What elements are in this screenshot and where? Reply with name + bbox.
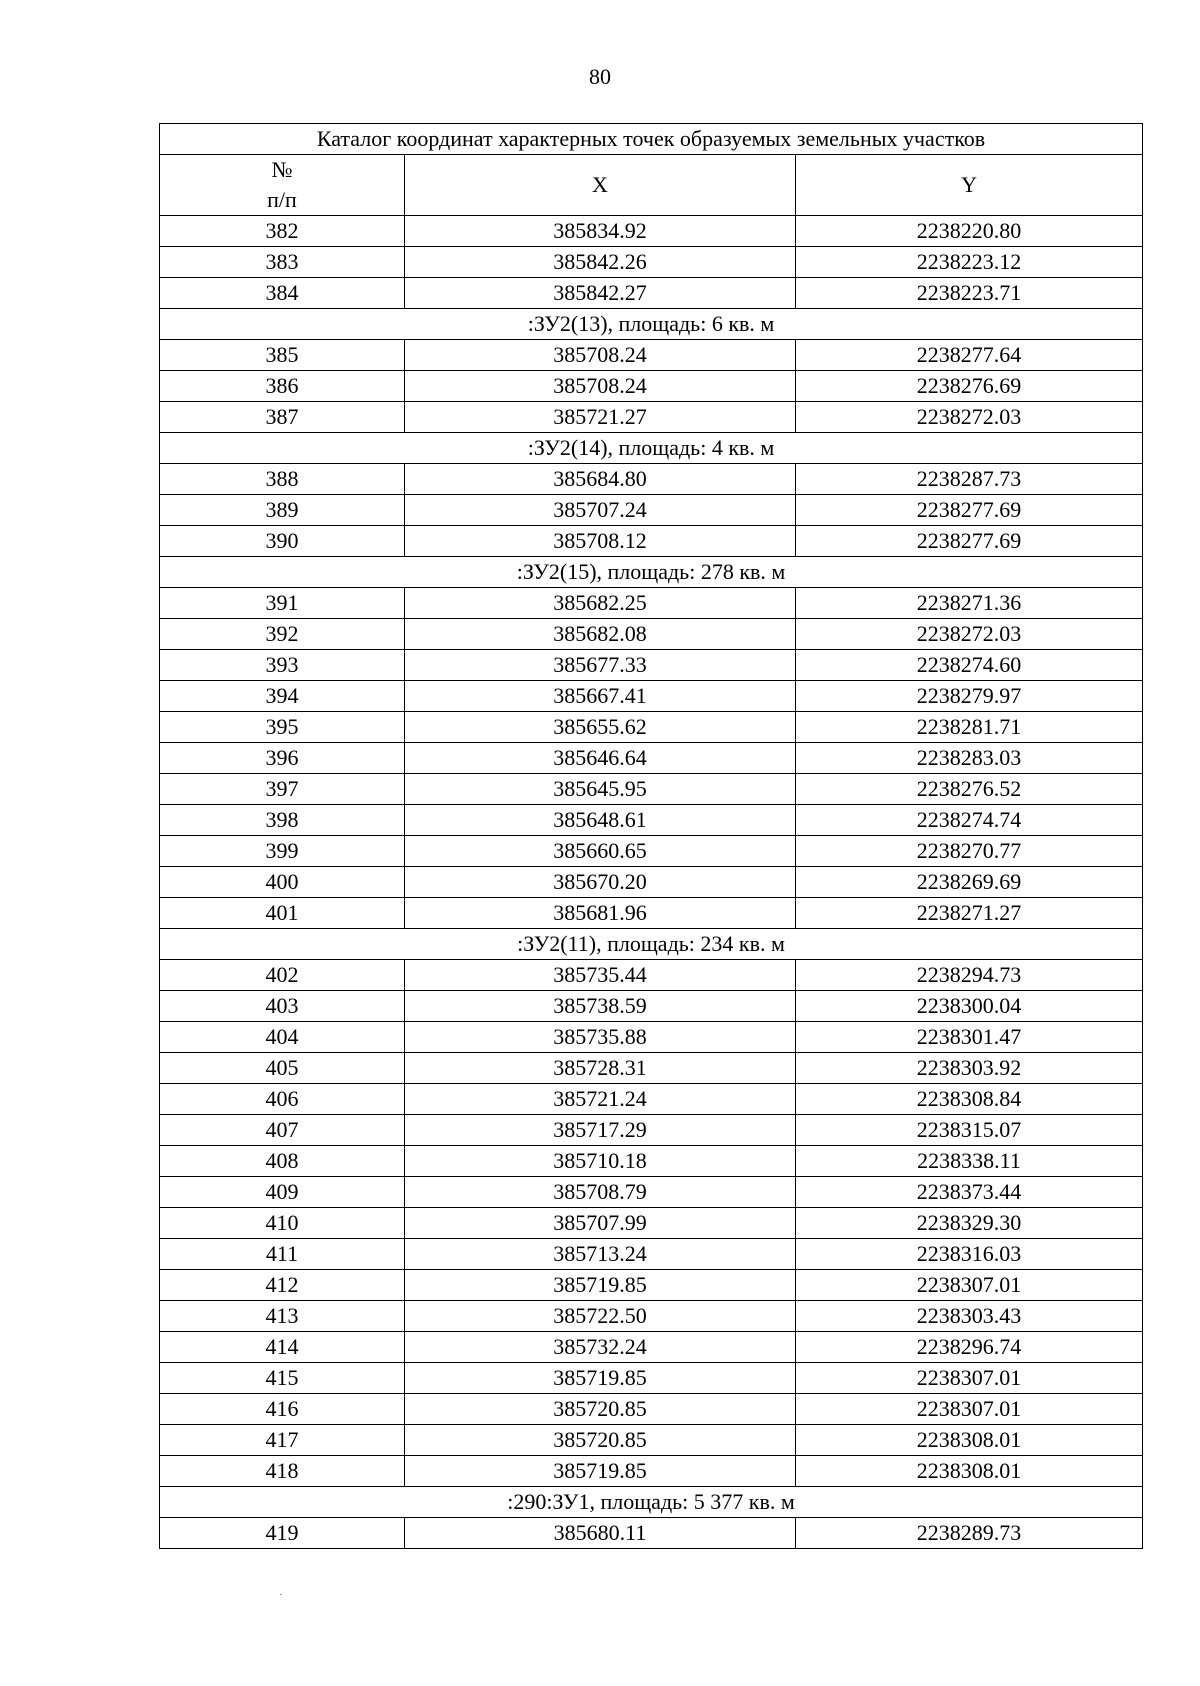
point-number: 408 [160,1146,405,1177]
coord-x: 385707.99 [405,1208,796,1239]
coord-x: 385680.11 [405,1518,796,1549]
table-row [160,371,1143,402]
coord-y: 2238277.69 [796,495,1143,526]
table-title-row [160,124,1143,155]
point-number: 398 [160,805,405,836]
coord-x: 385721.27 [405,402,796,433]
coord-y: 2238303.92 [796,1053,1143,1084]
coord-x: 385708.12 [405,526,796,557]
section-label: :ЗУ2(14), площадь: 4 кв. м [160,433,1143,464]
coord-y: 2238307.01 [796,1394,1143,1425]
table-row [160,1363,1143,1394]
table-row [160,1332,1143,1363]
table-row [160,402,1143,433]
header-x: X [405,155,796,216]
coord-y: 2238277.64 [796,340,1143,371]
section-row [160,433,1143,464]
coord-y: 2238308.01 [796,1456,1143,1487]
point-number: 387 [160,402,405,433]
point-number: 418 [160,1456,405,1487]
point-number: 415 [160,1363,405,1394]
table-row [160,1518,1143,1549]
section-row [160,1487,1143,1518]
coord-x: 385684.80 [405,464,796,495]
point-number: 409 [160,1177,405,1208]
point-number: 393 [160,650,405,681]
coord-y: 2238269.69 [796,867,1143,898]
header-number [160,155,405,216]
coord-y: 2238300.04 [796,991,1143,1022]
table-row [160,1456,1143,1487]
coord-y: 2238316.03 [796,1239,1143,1270]
point-number: 417 [160,1425,405,1456]
table-row [160,712,1143,743]
coord-x: 385735.44 [405,960,796,991]
point-number: 388 [160,464,405,495]
table-title: Каталог координат характерных точек образуемых земельных участков [160,124,1143,155]
point-number: 391 [160,588,405,619]
coord-y: 2238272.03 [796,619,1143,650]
point-number: 397 [160,774,405,805]
coord-y: 2238276.69 [796,371,1143,402]
point-number: 407 [160,1115,405,1146]
coord-x: 385677.33 [405,650,796,681]
coord-y: 2238272.03 [796,402,1143,433]
coord-y: 2238271.36 [796,588,1143,619]
point-number: 384 [160,278,405,309]
table-row [160,495,1143,526]
point-number: 413 [160,1301,405,1332]
header-number-line1: № [271,157,293,182]
header-y: Y [796,155,1143,216]
table-row [160,867,1143,898]
coord-x: 385713.24 [405,1239,796,1270]
table-row [160,836,1143,867]
coord-x: 385682.08 [405,619,796,650]
coord-x: 385834.92 [405,216,796,247]
coord-y: 2238274.74 [796,805,1143,836]
coord-y: 2238283.03 [796,743,1143,774]
table-row [160,1239,1143,1270]
coord-x: 385648.61 [405,805,796,836]
table-row [160,216,1143,247]
table-row [160,526,1143,557]
section-row [160,929,1143,960]
table-row [160,1208,1143,1239]
header-number-line2: п/п [267,187,297,212]
table-header-row [160,155,1143,216]
coord-y: 2238276.52 [796,774,1143,805]
table-row [160,805,1143,836]
coord-y: 2238308.84 [796,1084,1143,1115]
point-number: 396 [160,743,405,774]
coord-y: 2238296.74 [796,1332,1143,1363]
section-label: :290:ЗУ1, площадь: 5 377 кв. м [160,1487,1143,1518]
table-row [160,464,1143,495]
table-row [160,1394,1143,1425]
coord-x: 385708.79 [405,1177,796,1208]
table-row [160,1301,1143,1332]
point-number: 382 [160,216,405,247]
coord-x: 385708.24 [405,371,796,402]
table-row [160,743,1143,774]
coord-y: 2238223.71 [796,278,1143,309]
coord-y: 2238274.60 [796,650,1143,681]
table-row [160,1177,1143,1208]
coord-y: 2238220.80 [796,216,1143,247]
section-row [160,557,1143,588]
coord-x: 385682.25 [405,588,796,619]
point-number: 392 [160,619,405,650]
coord-x: 385738.59 [405,991,796,1022]
point-number: 402 [160,960,405,991]
table-row [160,1146,1143,1177]
point-number: 403 [160,991,405,1022]
coord-x: 385670.20 [405,867,796,898]
point-number: 405 [160,1053,405,1084]
coordinate-catalog-table [159,123,1143,1549]
table-row [160,340,1143,371]
coord-x: 385842.27 [405,278,796,309]
coord-y: 2238329.30 [796,1208,1143,1239]
coord-y: 2238223.12 [796,247,1143,278]
table-row [160,278,1143,309]
point-number: 399 [160,836,405,867]
point-number: 385 [160,340,405,371]
page-number: 80 [589,64,611,89]
coord-y: 2238307.01 [796,1363,1143,1394]
coord-x: 385655.62 [405,712,796,743]
point-number: 410 [160,1208,405,1239]
scan-speck [280,1594,282,1595]
table-row [160,774,1143,805]
point-number: 414 [160,1332,405,1363]
coord-x: 385732.24 [405,1332,796,1363]
coord-x: 385720.85 [405,1394,796,1425]
point-number: 412 [160,1270,405,1301]
coord-y: 2238294.73 [796,960,1143,991]
coord-y: 2238315.07 [796,1115,1143,1146]
table-row [160,681,1143,712]
point-number: 416 [160,1394,405,1425]
section-row [160,309,1143,340]
coord-y: 2238289.73 [796,1518,1143,1549]
point-number: 401 [160,898,405,929]
point-number: 395 [160,712,405,743]
table-row [160,1053,1143,1084]
section-label: :ЗУ2(15), площадь: 278 кв. м [160,557,1143,588]
coord-x: 385717.29 [405,1115,796,1146]
point-number: 404 [160,1022,405,1053]
point-number: 394 [160,681,405,712]
coord-x: 385728.31 [405,1053,796,1084]
coord-x: 385646.64 [405,743,796,774]
table-row [160,588,1143,619]
section-label: :ЗУ2(13), площадь: 6 кв. м [160,309,1143,340]
table-row [160,991,1143,1022]
table-row [160,1022,1143,1053]
point-number: 419 [160,1518,405,1549]
coord-x: 385735.88 [405,1022,796,1053]
coord-y: 2238270.77 [796,836,1143,867]
table-row [160,650,1143,681]
table-row [160,247,1143,278]
table-row [160,1425,1143,1456]
coord-x: 385719.85 [405,1363,796,1394]
table-body [160,216,1143,1549]
coord-y: 2238373.44 [796,1177,1143,1208]
coord-y: 2238307.01 [796,1270,1143,1301]
table-row [160,619,1143,650]
table-row [160,1084,1143,1115]
coord-x: 385645.95 [405,774,796,805]
coord-x: 385708.24 [405,340,796,371]
table-row [160,960,1143,991]
coord-x: 385842.26 [405,247,796,278]
coord-y: 2238271.27 [796,898,1143,929]
point-number: 389 [160,495,405,526]
coord-x: 385667.41 [405,681,796,712]
point-number: 383 [160,247,405,278]
coord-x: 385720.85 [405,1425,796,1456]
point-number: 406 [160,1084,405,1115]
point-number: 386 [160,371,405,402]
coord-x: 385707.24 [405,495,796,526]
coord-y: 2238281.71 [796,712,1143,743]
coord-y: 2238277.69 [796,526,1143,557]
table-row [160,898,1143,929]
table-row [160,1270,1143,1301]
point-number: 411 [160,1239,405,1270]
section-label: :ЗУ2(11), площадь: 234 кв. м [160,929,1143,960]
coord-y: 2238338.11 [796,1146,1143,1177]
coord-y: 2238308.01 [796,1425,1143,1456]
coord-x: 385722.50 [405,1301,796,1332]
coord-x: 385719.85 [405,1456,796,1487]
coord-y: 2238279.97 [796,681,1143,712]
point-number: 400 [160,867,405,898]
coord-x: 385719.85 [405,1270,796,1301]
coord-x: 385710.18 [405,1146,796,1177]
table-row [160,1115,1143,1146]
coord-x: 385721.24 [405,1084,796,1115]
coord-x: 385681.96 [405,898,796,929]
point-number: 390 [160,526,405,557]
coord-y: 2238303.43 [796,1301,1143,1332]
coord-y: 2238287.73 [796,464,1143,495]
coord-y: 2238301.47 [796,1022,1143,1053]
coord-x: 385660.65 [405,836,796,867]
